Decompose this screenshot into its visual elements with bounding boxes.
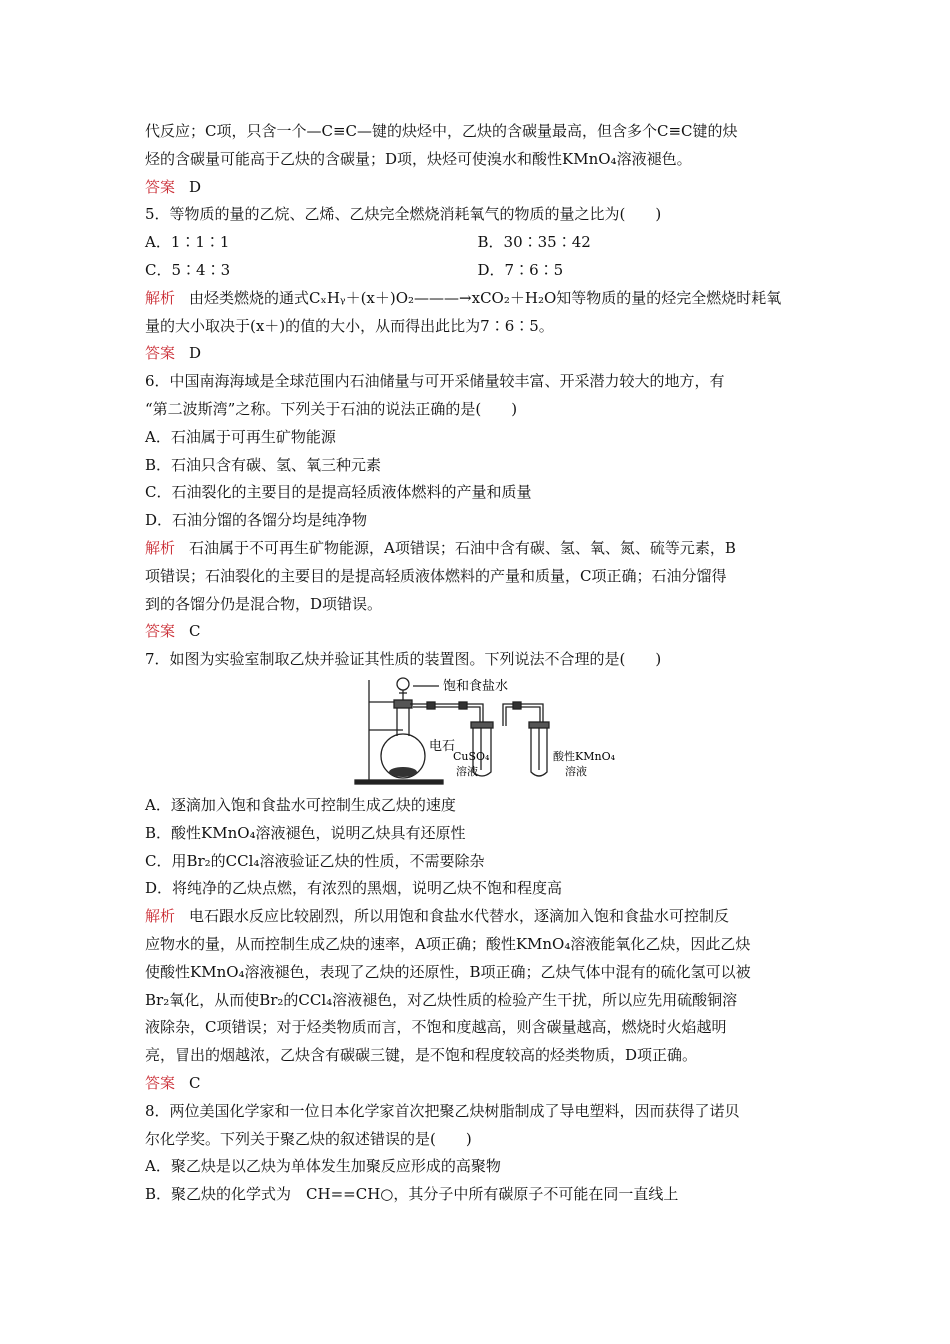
option-d: D．石油分馏的各馏分均是纯净物 — [145, 511, 368, 530]
analysis-line: 液除杂，C项错误；对于烃类物质而言，不饱和度越高，则含碳量越高，燃烧时火焰越明 — [145, 1018, 727, 1037]
analysis-line: Br₂氧化，从而使Br₂的CCl₄溶液褪色，对乙炔性质的检验产生干扰，所以应先用硫酸铜溶 — [145, 990, 738, 1009]
analysis-line: 项错误；石油裂化的主要目的是提高轻质液体燃料的产量和质量，C项正确；石油分馏得 — [145, 566, 727, 585]
document-page — [145, 118, 810, 1209]
answer-line — [145, 618, 810, 646]
analysis-line — [145, 535, 810, 563]
question-stem: 6．中国南海海域是全球范围内石油储量与可开采储量较丰富、开采潜力较大的地方，有 — [145, 372, 725, 391]
question-stem: 8．两位美国化学家和一位日本化学家首次把聚乙炔树脂制成了导电塑料，因而获得了诺贝 — [145, 1101, 740, 1120]
options-row — [145, 229, 810, 257]
analysis-text: 电石跟水反应比较剧烈，所以用饱和食盐水代替水，逐滴加入饱和食盐水可控制反 — [189, 907, 730, 926]
answer-line — [145, 1070, 810, 1098]
apparatus-figure — [145, 674, 810, 792]
option-c: C．石油裂化的主要目的是提高轻质液体燃料的产量和质量 — [145, 483, 532, 502]
apparatus-diagram — [353, 676, 615, 790]
kmno4-label: 酸性KMnO₄ — [553, 749, 615, 763]
analysis-line: 应物水的量，从而控制生成乙炔的速率，A项正确；酸性KMnO₄溶液能氧化乙炔，因此乙炔 — [145, 934, 751, 953]
answer-label: 答案 — [145, 177, 176, 196]
answer-label: 答案 — [145, 344, 176, 363]
analysis-text: 由烃类燃烧的通式CₓHᵧ＋(x＋)O₂———→xCO₂＋H₂O知等物质的量的烃完全燃烧时耗氧 — [189, 288, 782, 307]
answer-line — [145, 174, 810, 202]
analysis-label: 解析 — [145, 288, 176, 307]
question-stem: 尔化学奖。下列关于聚乙炔的叙述错误的是( ) — [145, 1129, 472, 1148]
option-a: A．逐滴加入饱和食盐水可控制生成乙炔的速度 — [145, 795, 456, 814]
analysis-line: 量的大小取决于(x＋)的值的大小，从而得出此比为7∶6∶5。 — [145, 316, 554, 335]
text-line: 烃的含碳量可能高于乙炔的含碳量；D项，炔烃可使溴水和酸性KMnO₄溶液褪色。 — [145, 149, 692, 168]
option-d: D．将纯净的乙炔点燃，有浓烈的黑烟，说明乙炔不饱和程度高 — [145, 879, 563, 898]
analysis-line: 亮，冒出的烟越浓，乙炔含有碳碳三键，是不饱和程度较高的烃类物质，D项正确。 — [145, 1046, 698, 1065]
question-stem: “第二波斯湾”之称。下列关于石油的说法正确的是( ) — [145, 399, 518, 418]
answer-value: C — [189, 622, 201, 641]
option-c: C．5∶4∶3 — [145, 260, 231, 279]
cuso4-solution-label: 溶液 — [456, 764, 478, 778]
brine-label: 饱和食盐水 — [443, 678, 509, 694]
kmno4-solution-label: 溶液 — [565, 764, 587, 778]
answer-value: C — [189, 1073, 201, 1092]
analysis-line — [145, 903, 810, 931]
analysis-text: 石油属于不可再生矿物能源，A项错误；石油中含有碳、氢、氧、氮、硫等元素，B — [189, 538, 736, 557]
analysis-label: 解析 — [145, 907, 176, 926]
text-line: 代反应；C项，只含一个—C≡C—键的炔烃中，乙炔的含碳量最高，但含多个C≡C键的炔 — [145, 122, 738, 140]
option-c: C．用Br₂的CCl₄溶液验证乙炔的性质，不需要除杂 — [145, 851, 485, 870]
analysis-line: 使酸性KMnO₄溶液褪色，表现了乙炔的还原性，B项正确；乙炔气体中混有的硫化氢可以被 — [145, 962, 751, 981]
cuso4-label: CuSO₄ — [453, 749, 490, 763]
option-b: B．酸性KMnO₄溶液褪色，说明乙炔具有还原性 — [145, 823, 466, 842]
question-stem: 5．等物质的量的乙烷、乙烯、乙炔完全燃烧消耗氧气的物质的量之比为( ) — [145, 205, 662, 224]
option-b: B．30∶35∶42 — [477, 233, 591, 252]
option-a: A．石油属于可再生矿物能源 — [145, 427, 336, 446]
option-a: A．聚乙炔是以乙炔为单体发生加聚反应形成的高聚物 — [145, 1157, 501, 1176]
answer-label: 答案 — [145, 1073, 176, 1092]
option-a: A．1∶1∶1 — [145, 233, 230, 252]
option-b: B．石油只含有碳、氢、氧三种元素 — [145, 455, 382, 474]
analysis-label: 解析 — [145, 538, 176, 557]
answer-value: D — [189, 344, 202, 363]
option-b: B．聚乙炔的化学式为 CH==CH○，其分子中所有碳原子不可能在同一直线上 — [145, 1185, 679, 1204]
analysis-line: 到的各馏分仍是混合物，D项错误。 — [145, 594, 383, 613]
option-d: D．7∶6∶5 — [477, 260, 564, 279]
answer-line — [145, 340, 810, 368]
question-stem: 7．如图为实验室制取乙炔并验证其性质的装置图。下列说法不合理的是( ) — [145, 650, 662, 669]
carbide-label: 电石 — [429, 738, 456, 754]
analysis-line — [145, 285, 810, 313]
answer-value: D — [189, 177, 202, 196]
options-row — [145, 257, 810, 285]
answer-label: 答案 — [145, 622, 176, 641]
